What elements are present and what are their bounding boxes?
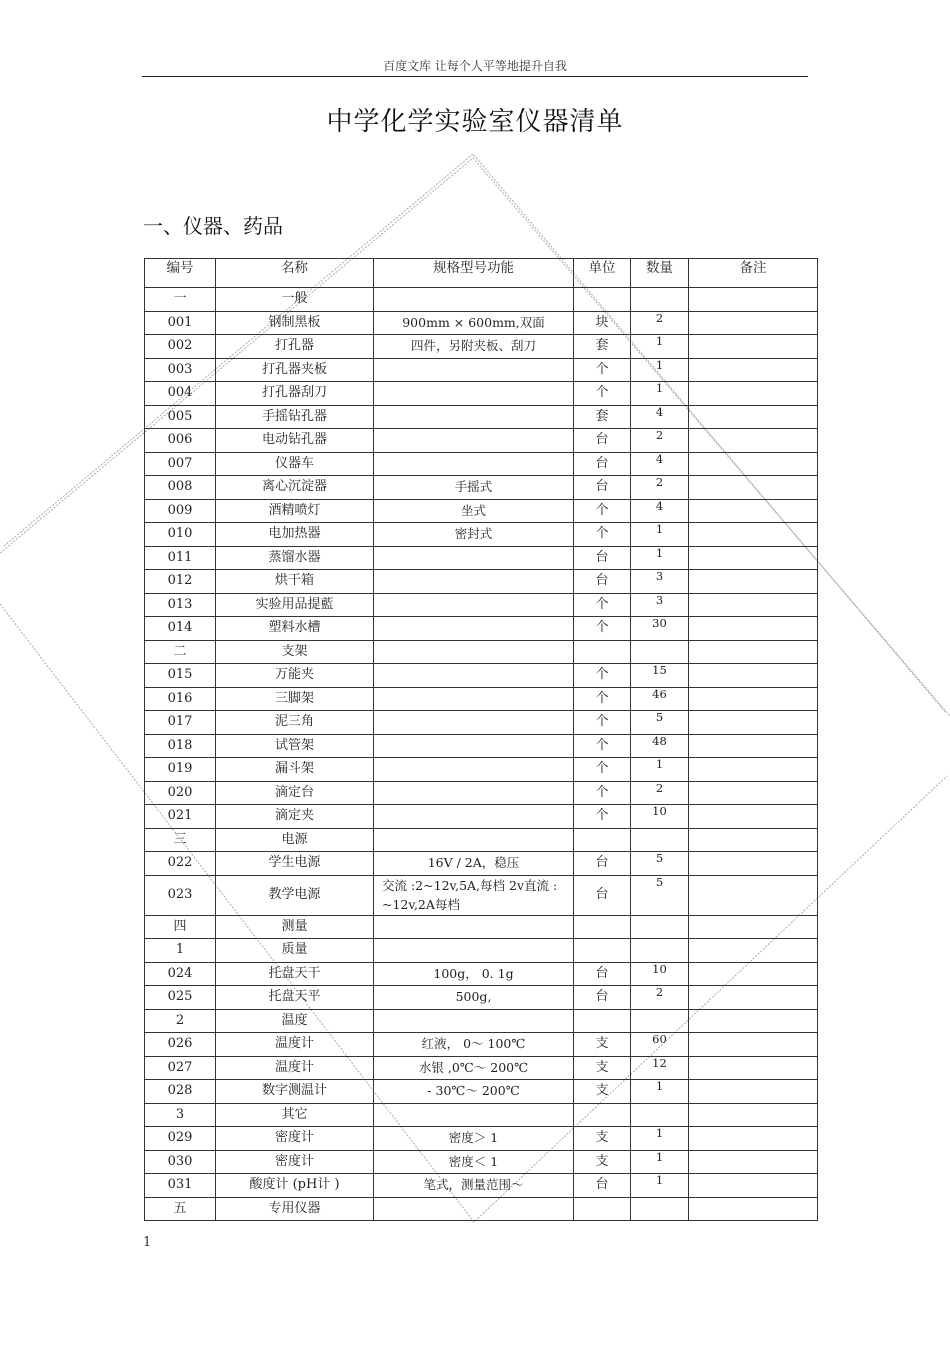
row-quantity: 4 [631, 452, 689, 476]
row-unit: 台 [574, 570, 631, 594]
row-unit: 台 [574, 875, 631, 915]
row-remarks [689, 640, 818, 664]
row-spec: 红液， 0～ 100℃ [374, 1033, 574, 1057]
row-unit: 个 [574, 617, 631, 641]
row-name: 一般 [216, 288, 374, 312]
table-row [145, 593, 818, 617]
row-spec [374, 1009, 574, 1033]
row-unit: 支 [574, 1033, 631, 1057]
row-number: 001 [145, 311, 216, 335]
row-remarks [689, 405, 818, 429]
row-name: 离心沉淀器 [216, 476, 374, 500]
row-quantity [631, 288, 689, 312]
row-number: 025 [145, 986, 216, 1010]
row-spec: 密度＞ 1 [374, 1127, 574, 1151]
row-unit: 台 [574, 476, 631, 500]
row-name: 数字测温计 [216, 1080, 374, 1104]
row-quantity: 1 [631, 382, 689, 406]
table-row [145, 758, 818, 782]
row-name: 泥三角 [216, 711, 374, 735]
row-quantity: 4 [631, 405, 689, 429]
row-remarks [689, 311, 818, 335]
row-unit: 支 [574, 1127, 631, 1151]
row-quantity: 3 [631, 570, 689, 594]
row-remarks [689, 1150, 818, 1174]
column-header-name: 名称 [216, 259, 374, 288]
row-name: 托盘天干 [216, 962, 374, 986]
table-header-row [145, 259, 818, 288]
row-unit: 个 [574, 499, 631, 523]
row-remarks [689, 546, 818, 570]
row-name: 滴定台 [216, 781, 374, 805]
row-name: 密度计 [216, 1150, 374, 1174]
row-spec: 密度＜ 1 [374, 1150, 574, 1174]
row-spec [374, 452, 574, 476]
table-row [145, 1103, 818, 1127]
table-row [145, 335, 818, 359]
table-row [145, 476, 818, 500]
row-remarks [689, 1080, 818, 1104]
row-name: 万能夹 [216, 664, 374, 688]
row-number: 024 [145, 962, 216, 986]
row-spec [374, 805, 574, 829]
row-number: 1 [145, 939, 216, 963]
row-remarks [689, 1009, 818, 1033]
table-row [145, 875, 818, 915]
row-unit: 个 [574, 593, 631, 617]
table-row [145, 523, 818, 547]
row-spec [374, 828, 574, 852]
row-spec [374, 570, 574, 594]
row-unit: 台 [574, 1174, 631, 1198]
row-number: 3 [145, 1103, 216, 1127]
row-remarks [689, 1197, 818, 1221]
row-spec [374, 1103, 574, 1127]
row-name: 打孔器夹板 [216, 358, 374, 382]
row-spec [374, 358, 574, 382]
row-unit [574, 1197, 631, 1221]
row-remarks [689, 523, 818, 547]
row-quantity: 1 [631, 523, 689, 547]
row-quantity [631, 915, 689, 939]
table-row [145, 1056, 818, 1080]
row-number: 三 [145, 828, 216, 852]
table-row [145, 962, 818, 986]
row-number: 006 [145, 429, 216, 453]
row-remarks [689, 1103, 818, 1127]
row-spec [374, 546, 574, 570]
row-name: 酸度计 (pH计 ) [216, 1174, 374, 1198]
row-number: 011 [145, 546, 216, 570]
row-quantity: 1 [631, 546, 689, 570]
row-name: 测量 [216, 915, 374, 939]
row-spec [374, 734, 574, 758]
row-name: 温度计 [216, 1033, 374, 1057]
row-remarks [689, 1174, 818, 1198]
table-row [145, 452, 818, 476]
column-header-remarks: 备注 [689, 259, 818, 288]
row-unit [574, 288, 631, 312]
row-remarks [689, 986, 818, 1010]
row-remarks [689, 476, 818, 500]
column-header-number: 编号 [145, 259, 216, 288]
row-spec [374, 781, 574, 805]
row-number: 一 [145, 288, 216, 312]
row-number: 016 [145, 687, 216, 711]
row-name: 烘干箱 [216, 570, 374, 594]
row-name: 学生电源 [216, 852, 374, 876]
row-number: 010 [145, 523, 216, 547]
table-row [145, 1197, 818, 1221]
row-unit: 个 [574, 734, 631, 758]
row-unit: 块 [574, 311, 631, 335]
row-remarks [689, 805, 818, 829]
row-number: 017 [145, 711, 216, 735]
row-unit: 套 [574, 335, 631, 359]
page-number: 1 [143, 1235, 152, 1250]
row-number: 008 [145, 476, 216, 500]
row-number: 二 [145, 640, 216, 664]
row-unit [574, 828, 631, 852]
row-unit: 个 [574, 382, 631, 406]
row-spec [374, 687, 574, 711]
section-heading: 一、仪器、药品 [143, 214, 283, 238]
row-spec: 手摇式 [374, 476, 574, 500]
row-unit: 套 [574, 405, 631, 429]
row-name: 质量 [216, 939, 374, 963]
row-unit [574, 939, 631, 963]
row-quantity: 10 [631, 805, 689, 829]
row-quantity: 1 [631, 1174, 689, 1198]
table-row [145, 687, 818, 711]
row-spec: 笔式，测量范围～ [374, 1174, 574, 1198]
row-spec [374, 711, 574, 735]
row-quantity [631, 828, 689, 852]
row-spec [374, 429, 574, 453]
row-remarks [689, 915, 818, 939]
row-unit: 台 [574, 852, 631, 876]
row-unit: 台 [574, 962, 631, 986]
row-remarks [689, 429, 818, 453]
row-quantity: 2 [631, 781, 689, 805]
table-row [145, 640, 818, 664]
row-quantity: 1 [631, 758, 689, 782]
row-remarks [689, 828, 818, 852]
row-spec: 坐式 [374, 499, 574, 523]
row-quantity: 10 [631, 962, 689, 986]
page-header: 百度文库 让每个人平等地提升自我 [383, 59, 567, 73]
row-number: 019 [145, 758, 216, 782]
row-quantity: 4 [631, 499, 689, 523]
row-number: 029 [145, 1127, 216, 1151]
row-unit: 个 [574, 523, 631, 547]
row-name: 打孔器刮刀 [216, 382, 374, 406]
table-row [145, 986, 818, 1010]
row-quantity: 5 [631, 711, 689, 735]
row-remarks [689, 758, 818, 782]
table-row [145, 828, 818, 852]
row-number: 014 [145, 617, 216, 641]
row-spec [374, 664, 574, 688]
page-title: 中学化学实验室仪器清单 [326, 107, 624, 137]
row-remarks [689, 664, 818, 688]
column-header-spec: 规格型号功能 [374, 259, 574, 288]
inventory-table [144, 258, 818, 1221]
row-quantity [631, 1009, 689, 1033]
row-spec [374, 1197, 574, 1221]
row-remarks [689, 734, 818, 758]
row-quantity: 12 [631, 1056, 689, 1080]
row-number: 004 [145, 382, 216, 406]
row-number: 013 [145, 593, 216, 617]
row-remarks [689, 452, 818, 476]
row-remarks [689, 1033, 818, 1057]
row-remarks [689, 382, 818, 406]
table-row [145, 1150, 818, 1174]
row-quantity: 60 [631, 1033, 689, 1057]
row-name: 温度 [216, 1009, 374, 1033]
row-remarks [689, 593, 818, 617]
row-name: 实验用品提藍 [216, 593, 374, 617]
row-spec [374, 617, 574, 641]
row-number: 四 [145, 915, 216, 939]
row-name: 专用仪器 [216, 1197, 374, 1221]
row-name: 电加热器 [216, 523, 374, 547]
row-number: 009 [145, 499, 216, 523]
row-name: 手摇钻孔器 [216, 405, 374, 429]
row-unit [574, 1103, 631, 1127]
table-row [145, 711, 818, 735]
table-row [145, 805, 818, 829]
row-name: 托盘天平 [216, 986, 374, 1010]
table-row [145, 617, 818, 641]
row-quantity: 2 [631, 476, 689, 500]
row-unit: 台 [574, 986, 631, 1010]
row-quantity: 1 [631, 1150, 689, 1174]
row-unit: 支 [574, 1056, 631, 1080]
row-name: 漏斗架 [216, 758, 374, 782]
row-name: 密度计 [216, 1127, 374, 1151]
row-unit: 个 [574, 781, 631, 805]
table-row [145, 570, 818, 594]
row-spec: 900mm × 600mm,双面 [374, 311, 574, 335]
table-row [145, 405, 818, 429]
row-name: 其它 [216, 1103, 374, 1127]
row-quantity [631, 1197, 689, 1221]
row-number: 015 [145, 664, 216, 688]
row-remarks [689, 875, 818, 915]
table-row [145, 288, 818, 312]
row-spec: 密封式 [374, 523, 574, 547]
row-name: 酒精喷灯 [216, 499, 374, 523]
row-remarks [689, 499, 818, 523]
row-quantity: 30 [631, 617, 689, 641]
row-quantity: 2 [631, 429, 689, 453]
row-unit [574, 915, 631, 939]
row-remarks [689, 687, 818, 711]
row-name: 三脚架 [216, 687, 374, 711]
row-remarks [689, 358, 818, 382]
table-row [145, 546, 818, 570]
row-name: 钢制黑板 [216, 311, 374, 335]
row-unit: 支 [574, 1150, 631, 1174]
row-unit: 个 [574, 805, 631, 829]
row-remarks [689, 1127, 818, 1151]
table-row [145, 664, 818, 688]
row-unit: 个 [574, 358, 631, 382]
row-spec: 交流 :2~12v,5A,每档 2v直流 : ~12v,2A每档 [374, 875, 574, 915]
row-name: 打孔器 [216, 335, 374, 359]
column-header-quantity: 数量 [631, 259, 689, 288]
row-spec [374, 382, 574, 406]
table-row [145, 499, 818, 523]
row-quantity: 5 [631, 875, 689, 915]
table-row [145, 311, 818, 335]
row-name: 仪器车 [216, 452, 374, 476]
row-number: 007 [145, 452, 216, 476]
row-quantity: 1 [631, 1080, 689, 1104]
row-number: 003 [145, 358, 216, 382]
row-spec [374, 288, 574, 312]
row-spec: - 30℃～ 200℃ [374, 1080, 574, 1104]
row-spec [374, 405, 574, 429]
table-row [145, 781, 818, 805]
row-quantity [631, 640, 689, 664]
row-remarks [689, 335, 818, 359]
row-name: 教学电源 [216, 875, 374, 915]
row-unit: 个 [574, 687, 631, 711]
row-number: 012 [145, 570, 216, 594]
table-row [145, 1080, 818, 1104]
row-remarks [689, 288, 818, 312]
row-remarks [689, 852, 818, 876]
row-quantity: 46 [631, 687, 689, 711]
row-name: 试管架 [216, 734, 374, 758]
row-remarks [689, 711, 818, 735]
row-quantity: 1 [631, 358, 689, 382]
row-number: 020 [145, 781, 216, 805]
row-unit: 个 [574, 664, 631, 688]
row-number: 028 [145, 1080, 216, 1104]
row-quantity: 2 [631, 311, 689, 335]
row-quantity: 1 [631, 335, 689, 359]
row-number: 022 [145, 852, 216, 876]
row-unit: 个 [574, 711, 631, 735]
row-quantity: 3 [631, 593, 689, 617]
row-number: 023 [145, 875, 216, 915]
table-row [145, 915, 818, 939]
row-unit: 台 [574, 429, 631, 453]
row-number: 027 [145, 1056, 216, 1080]
row-unit [574, 1009, 631, 1033]
row-number: 2 [145, 1009, 216, 1033]
row-unit [574, 640, 631, 664]
row-spec: 100g， 0. 1g [374, 962, 574, 986]
row-unit: 支 [574, 1080, 631, 1104]
row-quantity: 2 [631, 986, 689, 1010]
row-spec [374, 640, 574, 664]
table-row [145, 358, 818, 382]
table-row [145, 939, 818, 963]
row-number: 005 [145, 405, 216, 429]
row-remarks [689, 962, 818, 986]
row-quantity: 1 [631, 1127, 689, 1151]
row-unit: 台 [574, 546, 631, 570]
row-spec: 四件，另附夹板、刮刀 [374, 335, 574, 359]
row-remarks [689, 570, 818, 594]
column-header-unit: 单位 [574, 259, 631, 288]
row-spec [374, 758, 574, 782]
row-quantity [631, 939, 689, 963]
table-row [145, 734, 818, 758]
row-spec: 500g, [374, 986, 574, 1010]
header-rule [142, 76, 808, 77]
row-name: 电源 [216, 828, 374, 852]
table-row [145, 1009, 818, 1033]
row-number: 031 [145, 1174, 216, 1198]
row-name: 电动钻孔器 [216, 429, 374, 453]
row-unit: 台 [574, 452, 631, 476]
row-spec [374, 939, 574, 963]
row-spec: 16V / 2A，稳压 [374, 852, 574, 876]
row-name: 滴定夹 [216, 805, 374, 829]
table-row [145, 382, 818, 406]
row-name: 蒸馏水器 [216, 546, 374, 570]
row-quantity: 5 [631, 852, 689, 876]
row-number: 030 [145, 1150, 216, 1174]
row-quantity: 48 [631, 734, 689, 758]
row-remarks [689, 1056, 818, 1080]
row-spec: 水银 ,0℃～ 200℃ [374, 1056, 574, 1080]
row-quantity: 15 [631, 664, 689, 688]
row-remarks [689, 939, 818, 963]
table-row [145, 1127, 818, 1151]
row-name: 温度计 [216, 1056, 374, 1080]
row-spec [374, 593, 574, 617]
table-row [145, 429, 818, 453]
row-quantity [631, 1103, 689, 1127]
row-remarks [689, 781, 818, 805]
row-number: 五 [145, 1197, 216, 1221]
row-name: 支架 [216, 640, 374, 664]
row-number: 026 [145, 1033, 216, 1057]
table-row [145, 1174, 818, 1198]
row-number: 018 [145, 734, 216, 758]
row-number: 002 [145, 335, 216, 359]
row-remarks [689, 617, 818, 641]
row-unit: 个 [574, 758, 631, 782]
row-number: 021 [145, 805, 216, 829]
row-name: 塑料水槽 [216, 617, 374, 641]
row-spec [374, 915, 574, 939]
table-row [145, 1033, 818, 1057]
table-row [145, 852, 818, 876]
